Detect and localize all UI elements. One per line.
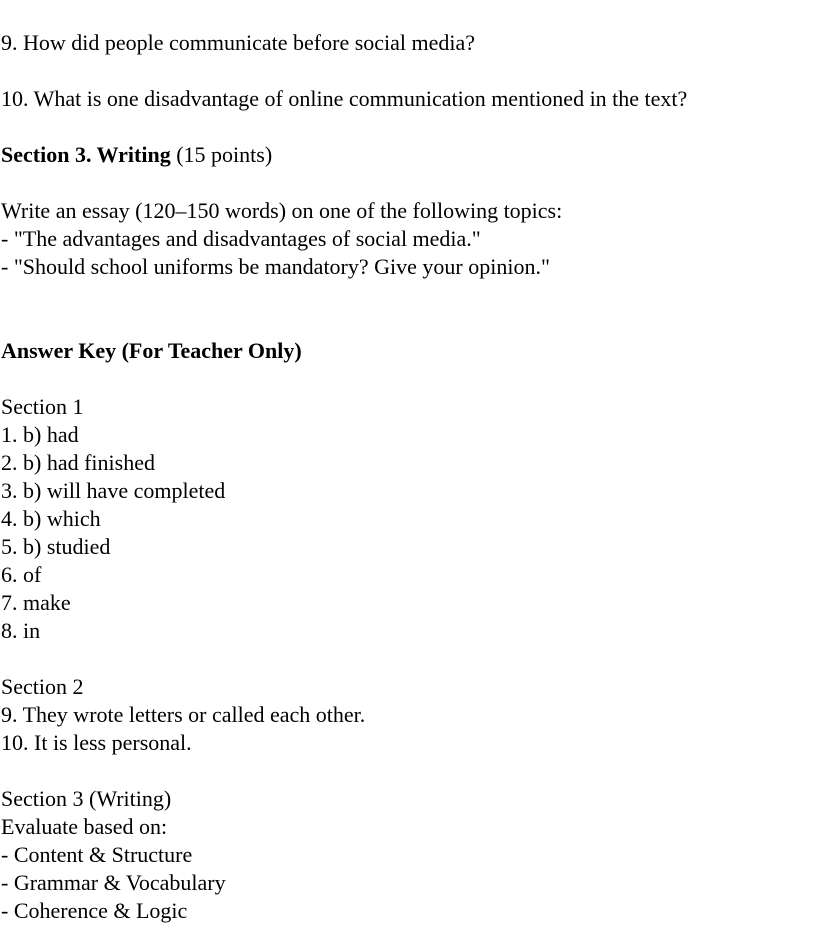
key-section-2-heading: Section 2: [1, 674, 84, 699]
key-criterion-1: - Content & Structure: [1, 842, 193, 867]
key-answer-2: 2. b) had finished: [1, 450, 155, 475]
question-9: 9. How did people communicate before social media?: [1, 30, 476, 55]
key-section-1-heading: Section 1: [1, 394, 84, 419]
answer-key-title: Answer Key (For Teacher Only): [1, 338, 302, 363]
key-criterion-2: - Grammar & Vocabulary: [1, 870, 226, 895]
essay-instruction: Write an essay (120–150 words) on one of the following topics:: [1, 198, 563, 223]
key-answer-8: 8. in: [1, 618, 41, 643]
key-answer-5: 5. b) studied: [1, 534, 111, 559]
key-section-3-heading: Section 3 (Writing): [1, 786, 172, 811]
key-criterion-3: - Coherence & Logic: [1, 898, 188, 923]
question-10: 10. What is one disadvantage of online communication mentioned in the text?: [1, 86, 688, 111]
key-answer-6: 6. of: [1, 562, 42, 587]
key-answer-10: 10. It is less personal.: [1, 730, 192, 755]
key-answer-1: 1. b) had: [1, 422, 79, 447]
key-evaluation-intro: Evaluate based on:: [1, 814, 168, 839]
key-answer-7: 7. make: [1, 590, 71, 615]
section-3-heading: [1, 141, 272, 169]
key-answer-9: 9. They wrote letters or called each other.: [1, 702, 366, 727]
essay-topic-2: - "Should school uniforms be mandatory? Give your opinion.": [1, 254, 550, 279]
section-3-points: (15 points): [170, 142, 273, 167]
key-answer-3: 3. b) will have completed: [1, 478, 226, 503]
key-answer-4: 4. b) which: [1, 506, 101, 531]
essay-topic-1: - "The advantages and disadvantages of social media.": [1, 226, 481, 251]
section-3-title: Section 3. Writing: [1, 142, 171, 167]
